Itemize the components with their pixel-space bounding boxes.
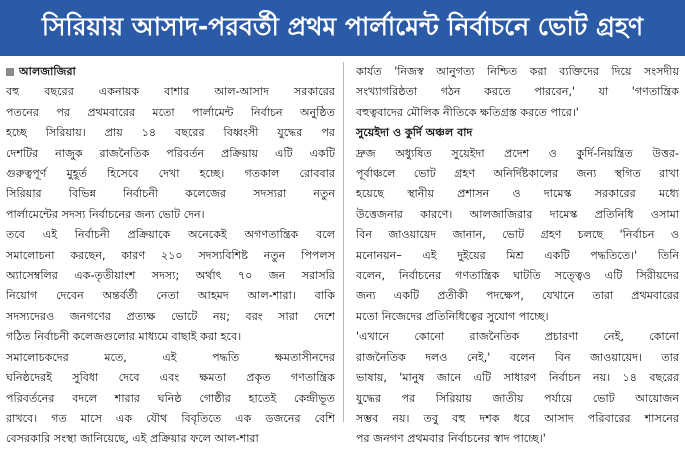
- text-line: মতো নিজেদের প্রতিনিধিত্বের সুযোগ পাচ্ছে।: [356, 309, 549, 323]
- text-line: কার্যত 'নিজস্ব আনুগত্য নিশ্চিত করা ব্যক্তিদের দিয়ে সংসদীয়: [356, 65, 679, 78]
- source-line: [6, 62, 335, 82]
- text-line: বহু বছরের একনায়ক বাশার আল-আসাদ সরকারের: [6, 85, 335, 99]
- text-line: হয়েছে স্থানীয় প্রশাসন ও দামেস্ক সরকারের মধ্যে: [356, 187, 679, 201]
- text-line: উত্তেজনার কারণে। আলজাজিরার দামেস্ক প্রতিনিধি ওসামা: [356, 207, 679, 221]
- text-line: বিন জাওয়ায়েদ জানান, ভোট গ্রহণ চলছে 'নির্বাচন ও: [356, 228, 679, 242]
- text-line: পরিবর্তনের বদলে শারার ঘনিষ্ঠ গোষ্ঠীর হাতেই কেন্দ্রীভূত: [6, 391, 335, 405]
- paragraph: [356, 144, 679, 328]
- text-line: জন্য একটি প্রতীকী পদক্ষেপ, যেখানে তারা প্রথমবারের: [356, 289, 679, 303]
- text-line: তবে এই নির্বাচনী প্রক্রিয়াকে অনেকেই অগণতান্ত্রিক বলে: [6, 228, 335, 242]
- lead-paragraph: [356, 62, 679, 123]
- text-line: নিয়োগ দেবেন অন্তর্বর্তী নেতা আহমদ আল-শারা। বাকি: [6, 289, 335, 303]
- headline: সিরিয়ায় আসাদ-পরবর্তী প্রথম পার্লামেন্ট নির্বাচনে ভোট গ্রহণ: [41, 11, 644, 41]
- paragraph: [356, 327, 679, 449]
- text-line: বেসরকারি সংস্থা জানিয়েছে, এই প্রক্রিয়ার ফলে আল-শারা: [6, 432, 259, 446]
- paragraph: [6, 82, 335, 225]
- text-line: মনোনয়ন– এই দুইয়ের মিশ্র একটি পদ্ধতিতে।' তিনি: [356, 248, 679, 262]
- text-line: সদস্যদেরও জনগণের প্রত্যক্ষ ভোটে নয়; বরং সারা দেশে: [6, 309, 335, 323]
- text-line: সংখ্যাগরিষ্ঠতা গঠন করতে পারবেন,' যা 'গণতান্ত্রিক: [356, 85, 679, 99]
- text-line: অ্যাসেম্বলির এক-তৃতীয়াংশ সদস্য; অর্থাৎ ৭০ জন সরাসরি: [6, 269, 335, 283]
- text-line: পূর্বাঞ্চলে ভোট গ্রহণ অনির্দিষ্টকালের জন্য স্থগিত রাখা: [356, 167, 679, 181]
- left-column: [6, 62, 335, 450]
- column-divider: [343, 62, 344, 422]
- right-column: [356, 62, 679, 450]
- text-line: বলেন, নির্বাচনের গণতান্ত্রিক ঘাটতি সত্ত্বেও এটি সিরীয়দের: [356, 269, 679, 283]
- text-line: রাখবে। গত মাসে এক যৌথ বিবৃতিতে এক ডজনের বেশি: [6, 411, 335, 425]
- text-line: পর জনগণ প্রথমবার নির্বাচনের স্বাদ পাচ্ছে।': [356, 432, 546, 446]
- text-line: দেশটির নাজুক রাজনৈতিক পরিবর্তন প্রক্রিয়ায় এটি একটি: [6, 146, 335, 160]
- headline-banner: [0, 0, 685, 56]
- paragraph: [6, 348, 335, 450]
- subheading: সুয়েইদা ও কুর্দি অঞ্চল বাদ: [356, 126, 473, 140]
- text-line: 'এখানে কোনো রাজনৈতিক প্রচারণা নেই, কোনো: [356, 330, 679, 344]
- text-line: দ্রুজ অধ্যুষিত সুয়েইদা প্রদেশ ও কুর্দি-নিয়ন্ত্রিত উত্তর-: [356, 146, 679, 160]
- text-line: সমালোচকদের মতে, এই পদ্ধতি ক্ষমতাসীনদের: [6, 350, 335, 364]
- paragraph: [6, 225, 335, 347]
- text-line: গঠিত নির্বাচনী কলেজগুলোর মাধ্যমে বাছাই করা হবে।: [6, 330, 242, 344]
- text-line: সমালোচনা করছেন, কারণ ২১০ সদস্যবিশিষ্ট নতুন পিপলস: [6, 248, 335, 262]
- text-line: গুরুত্বপূর্ণ মুহূর্ত হিসেবে দেখা হচ্ছে। গতকাল রোববার: [6, 167, 335, 181]
- text-line: পার্লামেন্টের সদস্য নির্বাচনের জন্য ভোট দেন।: [6, 207, 205, 221]
- text-line: পতনের পর প্রথমবারের মতো পার্লামেন্ট নির্বাচন অনুষ্ঠিত: [6, 105, 335, 119]
- text-line: যুদ্ধের পর সিরিয়ায় জাতীয় পর্যায়ে ভোট আয়োজন: [356, 391, 679, 405]
- source-name: আলজাজিরা: [19, 65, 76, 78]
- text-line: রাজনৈতিক দলও নেই,' বলেন বিন জাওয়ায়েদ। তার: [356, 350, 679, 364]
- text-line: সিরিয়ার বিভিন্ন নির্বাচনী কলেজের সদস্যরা নতুন: [6, 187, 335, 201]
- text-line: ভাষায়, 'মানুষ জানে এটি সাধারণ নির্বাচন নয়। ১৪ বছরের: [356, 371, 679, 385]
- text-line: বহুত্ববাদের মৌলিক নীতিকে ক্ষতিগ্রস্ত করতে পারে।': [356, 105, 579, 119]
- text-line: ঘনিষ্ঠদেরই সুবিধা দেবে এবং ক্ষমতা প্রকৃত গণতান্ত্রিক: [6, 371, 335, 385]
- text-line: হচ্ছে সিরিয়ায়। প্রায় ১৪ বছরের বিধ্বংসী যুদ্ধের পর: [6, 126, 335, 140]
- bullet-square-icon: [6, 68, 14, 76]
- text-line: সম্ভব নয়। তবু বহু দশক ধরে আসাদ পরিবারের শাসনের: [356, 411, 679, 425]
